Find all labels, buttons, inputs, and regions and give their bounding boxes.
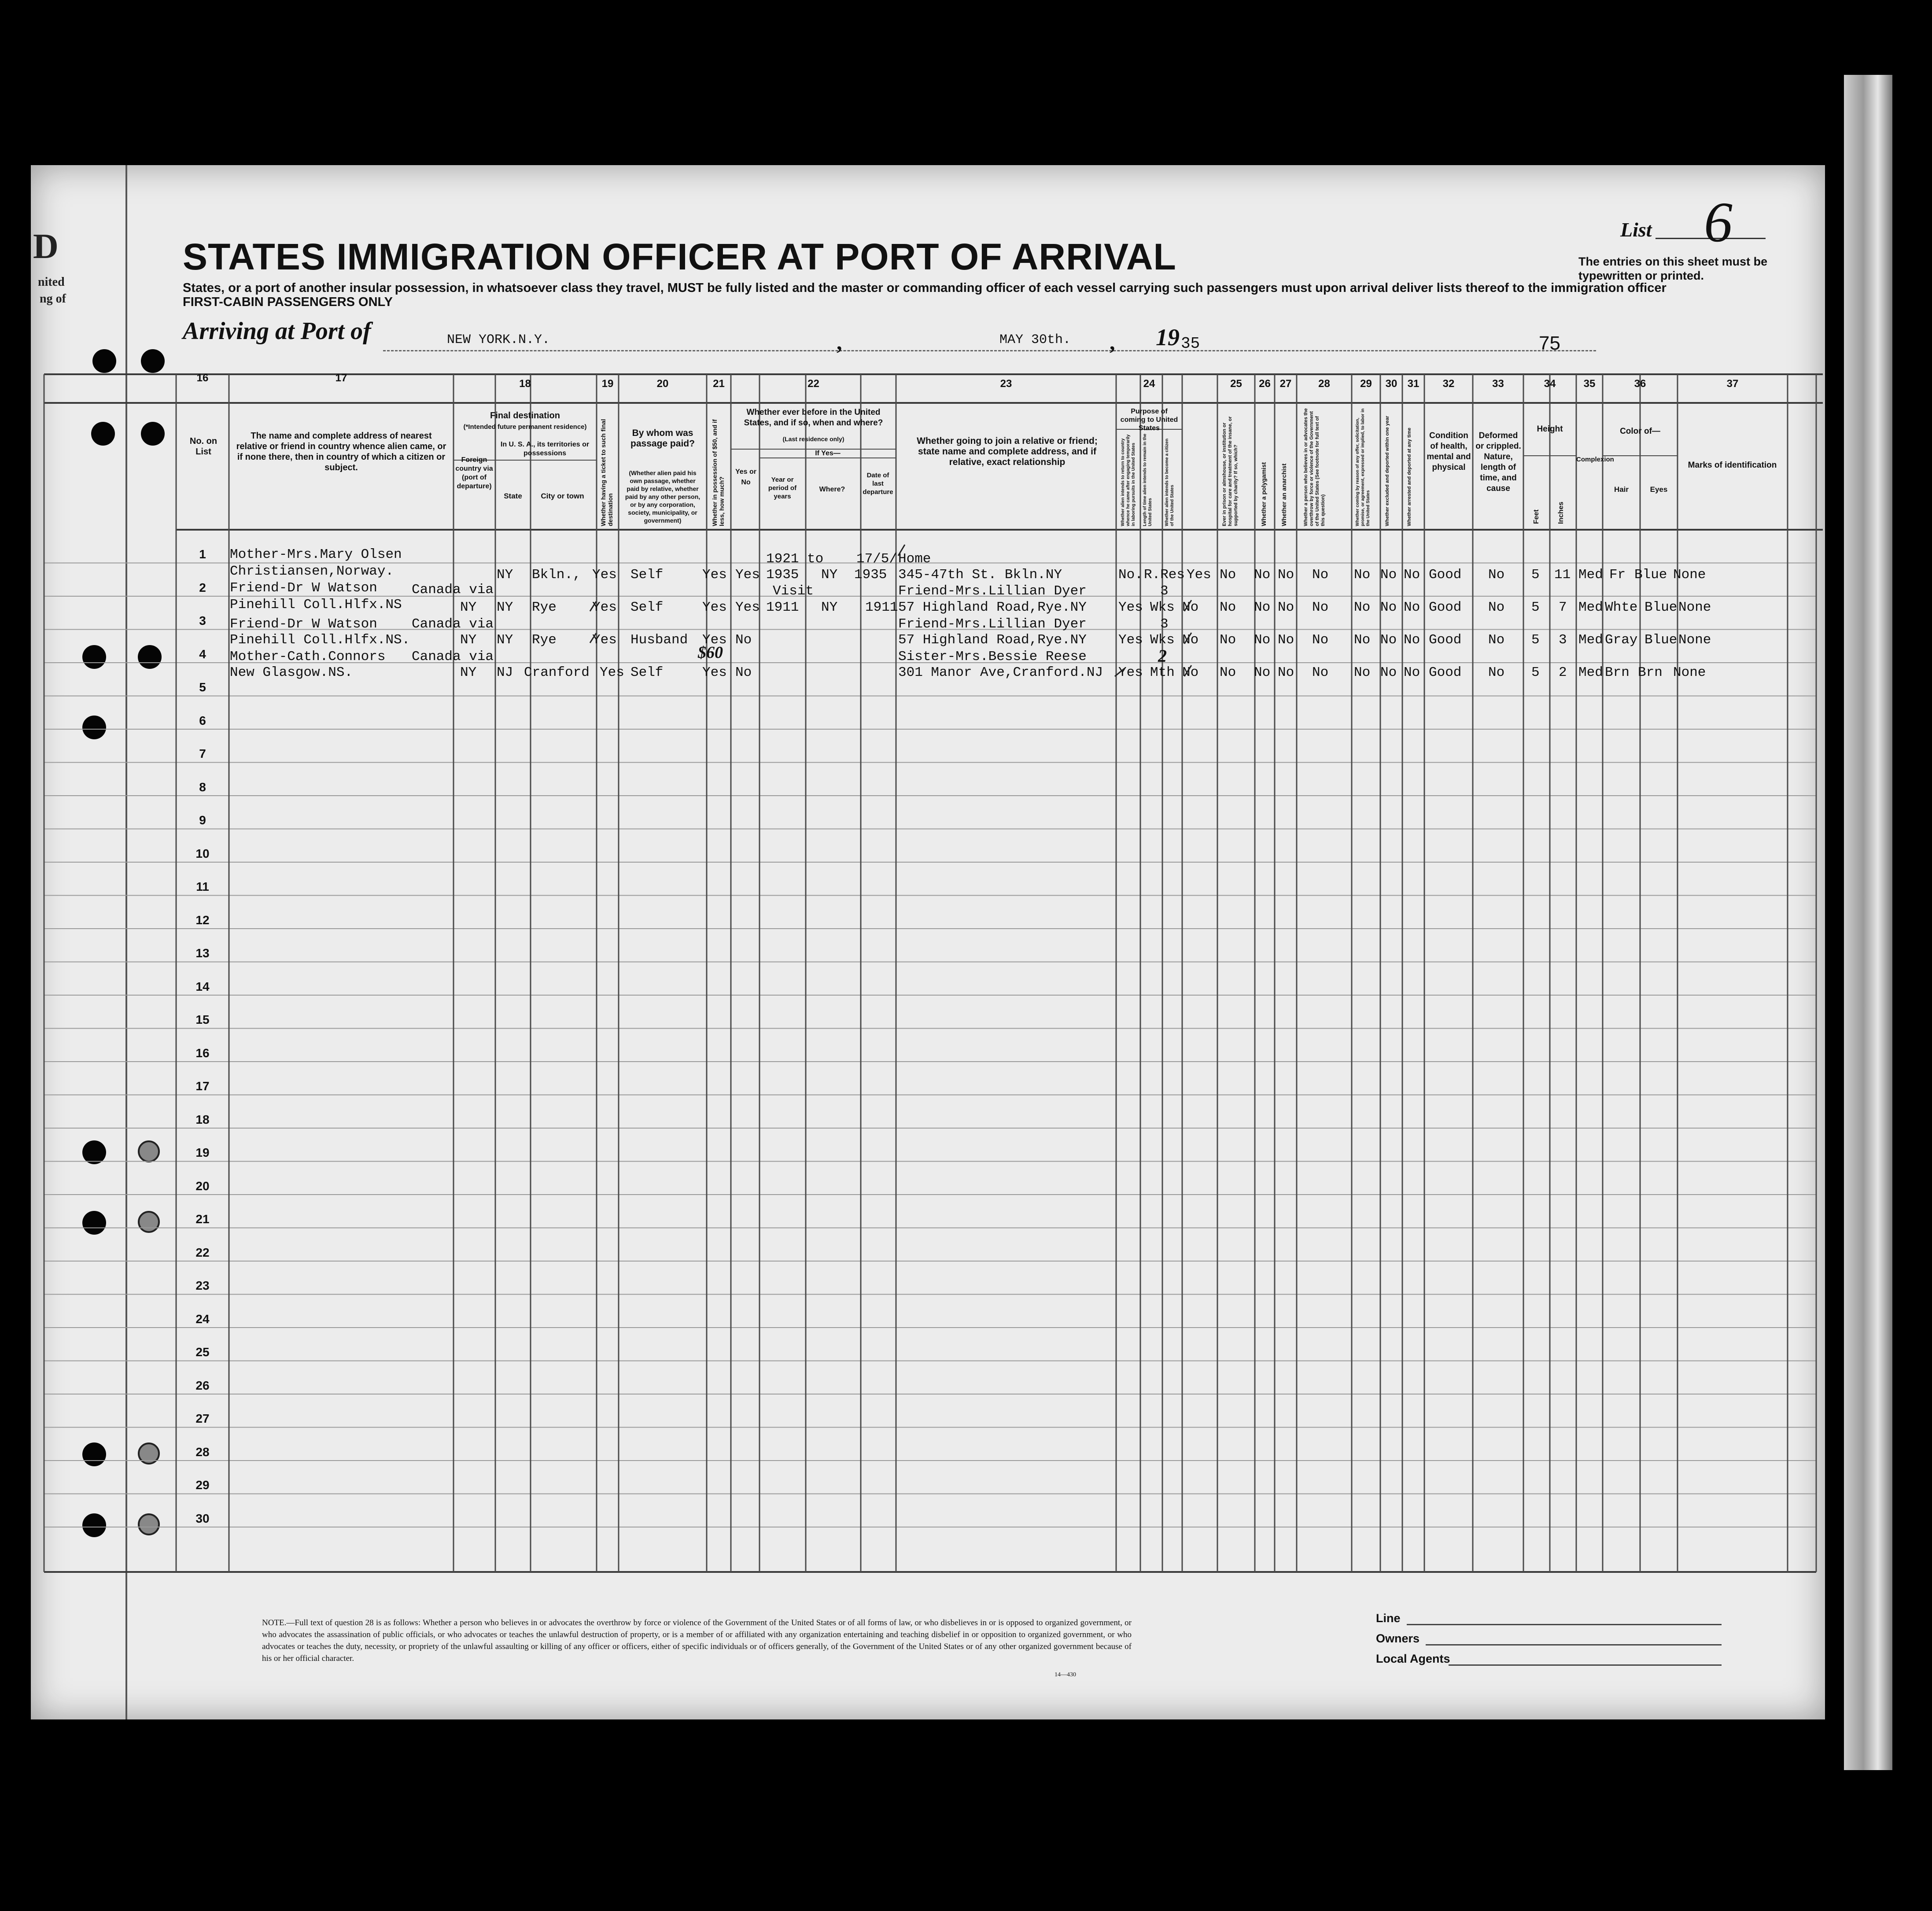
form-subtitle: States, or a port of another insular possession, in whatsoever class they travel, MUST be fully listed and the master or commanding officer of each vessel carrying such passengers must upon arrival deliver lists thereof to the immigration officer — [183, 281, 1667, 295]
q29: No — [1354, 567, 1371, 583]
purpose-citizen: Yes — [1187, 567, 1211, 583]
footnote-question-28: NOTE.—Full text of question 28 is as follows: Whether a person who believes in or advocates the overthrow by force or violence of the Government of the United States or of all forms of law, or who disbelieves in or is opposed to organized government, or who advocates the assassination of public officials, or who advocates or teaches the unlawful destruction of property, or is a member of or affiliated with any organization entertaining and teaching disbelief in or opposition to organized government, or who advocates or teaches the duty, necessity, or propriety of the unlawful assaulting or killing of any officer or officers, either of specific individuals or of officers generally, of the Government of the United States or of any other organized government because of his or her official character. — [262, 1618, 1132, 1663]
row-number: 17 — [195, 1079, 210, 1093]
foreign-port: NY — [460, 665, 477, 680]
column-number: 32 — [1442, 378, 1455, 390]
row-number: 23 — [195, 1279, 210, 1292]
join-line-2: 57 Highland Road,Rye.NY — [898, 600, 1087, 615]
relative-line-2: Christiansen,Norway. — [230, 564, 394, 579]
q27: No — [1278, 567, 1294, 583]
height-inches: 3 — [1559, 632, 1567, 648]
column-number: 16 — [196, 372, 209, 384]
header-passage-note: (Whether alien paid his own passage, whether paid by relative, whether paid by any other person, or by any corporation, society, municipality, or government) — [625, 469, 701, 524]
height-feet: 5 — [1531, 600, 1540, 615]
header-if-yes: If Yes— — [815, 450, 841, 457]
stub-fragment-2: ng of — [40, 292, 66, 306]
complexion: Med — [1578, 567, 1603, 583]
purpose-length: Wks — [1150, 600, 1175, 615]
column-number: 31 — [1407, 378, 1420, 390]
join-line-2: 301 Manor Ave,Cranford.NJ — [898, 665, 1103, 680]
row-number: 30 — [195, 1511, 210, 1525]
row-number: 4 — [199, 647, 206, 661]
join-line-1: Friend-Mrs.Lillian Dyer — [898, 583, 1087, 599]
q25: No — [1220, 632, 1236, 648]
header-year-period: Year or period of years — [768, 476, 797, 500]
row-number: 27 — [195, 1412, 210, 1425]
header-purpose-sub3: Whether alien intends to become a citizen of the United States — [1165, 439, 1175, 526]
purpose-citizen: No — [1182, 632, 1199, 648]
purpose-length: R.Res — [1144, 567, 1185, 583]
column-number: 35 — [1583, 378, 1596, 390]
foreign-port: NY — [460, 632, 477, 648]
health: Good — [1429, 632, 1462, 648]
q31: No — [1404, 567, 1420, 583]
row-number: 24 — [195, 1312, 210, 1326]
health: Good — [1429, 665, 1462, 680]
header-nearest-relative: The name and complete address of nearest relative or friend in country whence alien came, or if none there, then in country of which a citizen or subject. — [236, 431, 446, 472]
row-number: 5 — [199, 680, 206, 694]
relative-line-2: Pinehill Coll.Hlfx.NS. — [230, 632, 410, 648]
deformed: No — [1488, 567, 1505, 583]
header-health: Condition of health, mental and physical — [1427, 431, 1471, 472]
height-feet: 5 — [1531, 665, 1540, 680]
header-going-to-join: Whether going to join a relative or friend; state name and complete address, and if relative, exact relationship — [917, 436, 1098, 467]
header-ticket: Whether having a ticket to such final destination — [600, 419, 614, 526]
destination-state: NY — [497, 600, 513, 615]
q29: No — [1354, 665, 1371, 680]
q29: No — [1354, 632, 1371, 648]
column-number: 18 — [519, 378, 531, 390]
header-prison: Ever in prison or almshouse, or institution or hospital for care and treatment of the insane, or supported by charity? If so, which? — [1222, 416, 1239, 526]
typewritten-notice: The entries on this sheet must be typewritten or printed. — [1578, 255, 1768, 282]
relative-line-1: Mother-Mrs.Mary Olsen — [230, 547, 402, 562]
row-number: 1 — [199, 547, 206, 561]
list-label: List — [1620, 218, 1652, 241]
ticket: Yes — [592, 600, 617, 615]
passage-paid: Husband — [630, 632, 688, 648]
column-number: 29 — [1360, 378, 1372, 390]
relative-line-1: Friend-Dr W Watson — [230, 580, 377, 596]
port-of-arrival: NEW YORK.N.Y. — [447, 332, 550, 347]
years-line-2: 1935 — [766, 567, 799, 583]
header-final-destination-note: (*Intended future permanent residence) — [463, 423, 587, 431]
year-printed: 19 — [1156, 324, 1180, 350]
destination-state: NY — [497, 567, 513, 583]
page-number: 75 — [1539, 332, 1560, 354]
eyes: Brn — [1638, 665, 1663, 680]
hair: Whte — [1605, 600, 1638, 615]
relative-line-1: Mother-Cath.Connors — [230, 649, 386, 664]
possession-50: Yes — [702, 632, 727, 648]
column-number: 20 — [656, 378, 669, 390]
column-number: 23 — [1000, 378, 1012, 390]
foreign-country: Canada via — [412, 616, 494, 632]
handwritten-fifty-note: $60 — [698, 643, 723, 662]
deformed: No — [1488, 600, 1505, 615]
where: NY — [821, 567, 838, 583]
header-eyes: Eyes — [1650, 485, 1668, 494]
column-number: 25 — [1230, 378, 1242, 390]
row-number: 8 — [199, 780, 206, 794]
q31: No — [1404, 632, 1420, 648]
q25: No — [1220, 567, 1236, 583]
header-date-departure: Date of last departure — [863, 472, 893, 496]
purpose-return: No. — [1118, 567, 1143, 583]
relative-line-1: Friend-Dr W Watson — [230, 616, 377, 632]
header-passage-paid: By whom was passage paid? — [630, 428, 695, 449]
header-final-destination: Final destination — [490, 411, 560, 421]
passenger-class-label: FIRST-CABIN PASSENGERS ONLY — [183, 295, 393, 309]
deformed: No — [1488, 632, 1505, 648]
column-number: 22 — [807, 378, 819, 390]
row-number: 22 — [195, 1245, 210, 1259]
relative-line-2: New Glasgow.NS. — [230, 665, 353, 680]
row-number: 18 — [195, 1112, 210, 1126]
before-us: No — [735, 665, 752, 680]
owners-label: Owners — [1376, 1632, 1420, 1645]
header-polygamist: Whether a polygamist — [1260, 462, 1267, 526]
row-number: 14 — [195, 979, 210, 993]
eyes: Blue — [1644, 600, 1678, 615]
departure-line-2: 1935 — [854, 567, 887, 583]
row-number: 21 — [195, 1212, 210, 1226]
destination-state: NJ — [497, 665, 513, 680]
column-number: 24 — [1143, 378, 1155, 390]
header-anarchist: Whether an anarchist — [1280, 463, 1287, 526]
destination-state: NY — [497, 632, 513, 648]
where: NY — [821, 600, 838, 615]
row-number: 6 — [199, 713, 206, 727]
foreign-country: Canada via — [412, 582, 494, 598]
q27: No — [1278, 600, 1294, 615]
q26: No — [1254, 567, 1271, 583]
q26: No — [1254, 632, 1271, 648]
header-purpose-sub2: Length of time alien intends to remain in the United States — [1143, 433, 1153, 526]
marks: None — [1678, 632, 1711, 648]
row-number: 28 — [195, 1445, 210, 1459]
departure-line-2: 1911 — [865, 600, 898, 615]
header-yes-or-no: Yes or No — [735, 468, 757, 486]
passage-paid: Self — [630, 600, 664, 615]
header-q28: Whether a person who believes in or advocates the overthrow by force or violence of the Government of the United States (See footnote for full text of this question) — [1303, 408, 1326, 526]
header-q30: Whether excluded and deported within one year — [1385, 416, 1390, 526]
arriving-label: Arriving at Port of — [183, 317, 371, 345]
header-inches: Inches — [1557, 502, 1565, 524]
header-where: Where? — [819, 486, 845, 493]
row-number: 26 — [195, 1378, 210, 1392]
header-hair: Hair — [1614, 485, 1629, 494]
header-in-usa: In U. S. A., its territories or possessions — [500, 441, 590, 457]
list-number: 6 — [1704, 191, 1733, 254]
q28: No — [1312, 665, 1329, 680]
form-code: 14—430 — [1054, 1671, 1076, 1678]
before-us: Yes — [735, 567, 760, 583]
line-label: Line — [1376, 1612, 1401, 1625]
stub-letter: D — [33, 227, 59, 266]
header-q29: Whether coming by reason of any offer, solicitation, promise, or agreement, expressed or implied, to labor in the United States — [1355, 408, 1371, 526]
complexion: Med — [1578, 600, 1603, 615]
destination-city: Cranford — [524, 665, 590, 680]
height-feet: 5 — [1531, 567, 1540, 583]
years-line-1: Visit — [773, 583, 814, 599]
health: Good — [1429, 567, 1462, 583]
header-q31: Whether arrested and deported at any time — [1407, 428, 1412, 526]
row-number: 13 — [195, 946, 210, 960]
health: Good — [1429, 600, 1462, 615]
row-number: 16 — [195, 1046, 210, 1060]
column-number: 21 — [713, 378, 725, 390]
header-feet: Feet — [1533, 509, 1540, 524]
q30: No — [1380, 665, 1397, 680]
possession-50: Yes — [702, 665, 727, 680]
purpose-citizen: No — [1182, 665, 1199, 680]
owners-field — [1426, 1644, 1722, 1645]
complexion: Med — [1578, 632, 1603, 648]
row-number: 20 — [195, 1179, 210, 1193]
column-number: 36 — [1634, 378, 1646, 390]
header-deformed: Deformed or crippled. Nature, length of time, and cause — [1475, 431, 1521, 493]
q31: No — [1404, 600, 1420, 615]
column-number: 19 — [601, 378, 614, 390]
passage-paid: Self — [630, 665, 664, 680]
q31: No — [1404, 665, 1420, 680]
purpose-return: Yes — [1118, 632, 1143, 648]
column-number: 17 — [335, 372, 347, 384]
height-inches: 2 — [1559, 665, 1567, 680]
purpose-return: Yes — [1118, 600, 1143, 615]
header-marks: Marks of identification — [1688, 461, 1777, 470]
hair: Fr — [1609, 567, 1626, 583]
join-line-1: Sister-Mrs.Bessie Reese — [898, 649, 1087, 664]
purpose-return: Yes — [1118, 665, 1143, 680]
line-field — [1407, 1624, 1722, 1625]
row-number: 3 — [199, 614, 206, 627]
years-line-2: 1911 — [766, 600, 799, 615]
height-feet: 5 — [1531, 632, 1540, 648]
header-city: City or town — [541, 492, 584, 500]
column-number: 26 — [1259, 378, 1271, 390]
join-line-2: 345-47th St. Bkln.NY — [898, 567, 1062, 583]
purpose-citizen: No — [1182, 600, 1199, 615]
header-state: State — [504, 492, 522, 500]
purpose-length-number: 3 — [1160, 583, 1169, 599]
header-no-on-list: No. on List — [189, 436, 218, 457]
height-inches: 11 — [1554, 567, 1571, 583]
foreign-country: Canada via — [412, 649, 494, 664]
row-number: 2 — [199, 580, 206, 594]
q27: No — [1278, 632, 1294, 648]
foreign-port: NY — [460, 600, 477, 615]
column-number: 30 — [1385, 378, 1397, 390]
q30: No — [1380, 632, 1397, 648]
ticket: Yes — [592, 567, 617, 583]
join-line-2: 57 Highland Road,Rye.NY — [898, 632, 1087, 648]
q28: No — [1312, 567, 1329, 583]
before-us: No — [735, 632, 752, 648]
column-number: 37 — [1726, 378, 1739, 390]
eyes: Blue — [1644, 632, 1678, 648]
q28: No — [1312, 632, 1329, 648]
row-number: 29 — [195, 1478, 210, 1492]
relative-line-2: Pinehill Coll.Hlfx.NS — [230, 597, 402, 612]
row-number: 15 — [195, 1013, 210, 1026]
header-before-us: Whether ever before in the United States, and if so, when and where? — [744, 408, 883, 428]
local-agents-label: Local Agents — [1376, 1652, 1450, 1665]
possession-50: Yes — [702, 600, 727, 615]
q27: No — [1278, 665, 1294, 680]
purpose-length: Mth — [1150, 665, 1175, 680]
q26: No — [1254, 665, 1271, 680]
column-number: 27 — [1279, 378, 1292, 390]
column-number: 28 — [1318, 378, 1330, 390]
years-line-1: 1921 to — [766, 551, 824, 567]
hair: Gray — [1605, 632, 1638, 648]
ticket: Yes — [600, 665, 624, 680]
height-inches: 7 — [1559, 600, 1567, 615]
q29: No — [1354, 600, 1371, 615]
year-typed: 35 — [1181, 335, 1200, 353]
header-foreign-country: Foreign country via (port of departure) — [455, 456, 493, 490]
complexion: Med — [1578, 665, 1603, 680]
stub-fragment-1: nited — [38, 275, 65, 289]
ticket: Yes — [592, 632, 617, 648]
eyes: Blue — [1634, 567, 1667, 583]
column-number: 33 — [1492, 378, 1504, 390]
purpose-length-number: 3 — [1160, 616, 1169, 632]
header-purpose-sub1: Whether alien intends to return to country whence he came after engaging temporarily in laboring pursuits in the United States — [1121, 434, 1136, 526]
q26: No — [1254, 600, 1271, 615]
marks: None — [1673, 665, 1706, 680]
q30: No — [1380, 567, 1397, 583]
join-line-1: Friend-Mrs.Lillian Dyer — [898, 616, 1087, 632]
q25: No — [1220, 665, 1236, 680]
header-color-of: Color of— — [1620, 427, 1660, 436]
before-us: Yes — [735, 600, 760, 615]
hair: Brn — [1605, 665, 1630, 680]
possession-50: Yes — [702, 567, 727, 583]
row-number: 12 — [195, 913, 210, 927]
row-number: 7 — [199, 747, 206, 760]
row-number: 10 — [195, 846, 210, 860]
column-number: 34 — [1544, 378, 1556, 390]
destination-city: Bkln., — [532, 567, 581, 583]
q28: No — [1312, 600, 1329, 615]
row-number: 9 — [199, 813, 206, 827]
header-complexion: Complexion — [1576, 456, 1614, 463]
row-number: 19 — [195, 1146, 210, 1159]
arrival-date: MAY 30th. — [999, 332, 1071, 347]
comma-separator: , — [837, 330, 842, 354]
purpose-length: Wks — [1150, 632, 1175, 648]
header-before-us-note: (Last residence only) — [782, 435, 844, 443]
comma-separator: , — [1110, 330, 1115, 354]
destination-city: Rye — [532, 600, 557, 615]
header-possession-50: Whether in possession of $50, and if less, how much? — [711, 419, 725, 526]
row-number: 25 — [195, 1345, 210, 1359]
q25: No — [1220, 600, 1236, 615]
destination-city: Rye — [532, 632, 557, 648]
local-agents-field — [1449, 1664, 1722, 1666]
deformed: No — [1488, 665, 1505, 680]
header-purpose: Purpose of coming to United States — [1120, 408, 1178, 432]
purpose-length-number: 2 — [1158, 646, 1167, 666]
passage-paid: Self — [630, 567, 664, 583]
row-number: 11 — [196, 880, 209, 893]
form-title: STATES IMMIGRATION OFFICER AT PORT OF ARRIVAL — [183, 236, 1176, 277]
q30: No — [1380, 600, 1397, 615]
marks: None — [1678, 600, 1711, 615]
header-height: Height — [1537, 424, 1563, 434]
departure-line-1: 17/5/ — [856, 551, 898, 567]
marks: None — [1673, 567, 1706, 583]
join-line-1: Home — [898, 551, 931, 567]
